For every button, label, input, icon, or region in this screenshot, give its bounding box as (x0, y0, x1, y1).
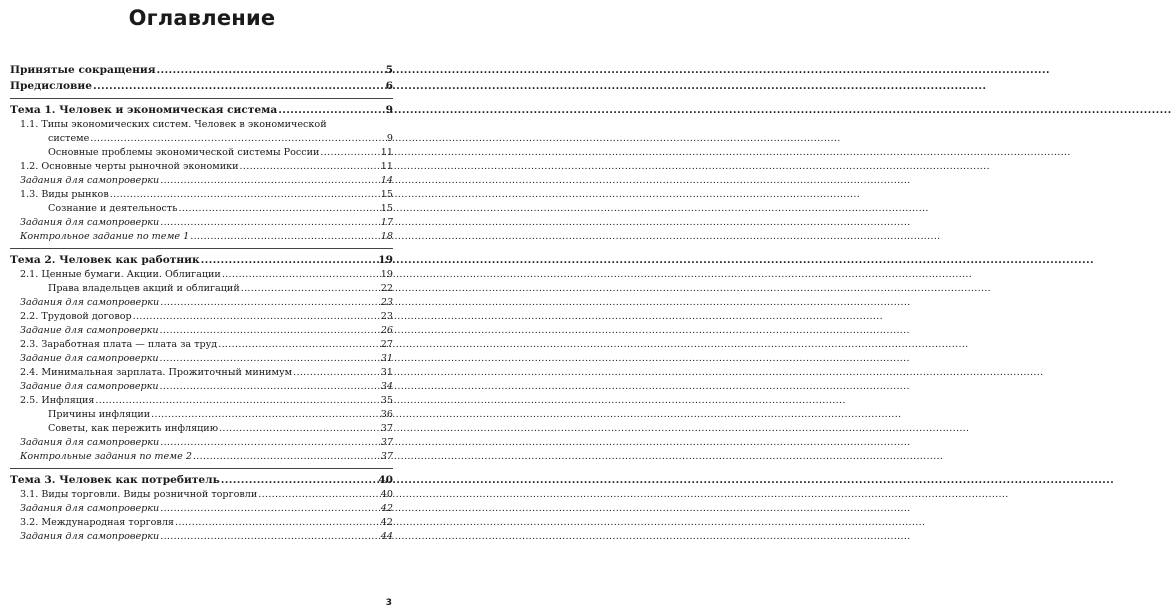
toc-entry-label: Причины инфляции (48, 409, 151, 420)
toc-entry-page: 14 (380, 175, 393, 186)
dot-leader (160, 296, 380, 310)
toc-entry-label: Задания для самопроверки (20, 217, 160, 228)
dot-leader (278, 102, 384, 118)
toc-entry-label: Задание для самопроверки (20, 381, 159, 392)
toc-entry-page: 19 (378, 254, 393, 266)
toc-entry-label: Права владельцев акций и облигаций (48, 283, 240, 294)
toc-entry-page: 40 (380, 489, 393, 500)
toc-section[interactable] (10, 338, 393, 352)
dot-leader (218, 338, 380, 352)
dot-leader (90, 132, 386, 146)
toc-entry-page: 19 (380, 269, 393, 280)
toc-section[interactable] (10, 310, 393, 324)
toc-entry-label: 2.2. Трудовой договор (20, 311, 132, 322)
dot-leader (320, 146, 379, 160)
toc-entry-label: Тема 3. Человек как потребитель (10, 474, 220, 486)
toc-entry-label: Основные проблемы экономической системы России (48, 147, 320, 158)
toc-section[interactable] (10, 516, 393, 530)
toc-entry-label: 2.5. Инфляция (20, 395, 95, 406)
dot-leader (110, 188, 380, 202)
toc-chapter[interactable] (10, 252, 393, 268)
toc-entry-label: Сознание и деятельность (48, 203, 178, 214)
toc-entry-label: Советы, как пережить инфляцию (48, 423, 219, 434)
dot-leader (193, 450, 380, 464)
toc-subsection[interactable] (10, 202, 393, 216)
toc-entry-label: Задание для самопроверки (20, 325, 159, 336)
toc-subsection[interactable] (10, 282, 393, 296)
toc-task[interactable] (10, 502, 393, 516)
toc-section[interactable] (10, 488, 393, 502)
dot-leader (160, 436, 380, 450)
toc-entry-page: 37 (380, 423, 393, 434)
toc-entry-page: 17 (380, 217, 393, 228)
dot-leader (93, 78, 385, 94)
toc-task[interactable] (10, 436, 393, 450)
toc-entry-page: 5 (385, 64, 393, 76)
toc-entry-label: Задания для самопроверки (20, 503, 160, 514)
toc-entry[interactable] (10, 78, 393, 94)
toc-entry-label: 2.4. Минимальная зарплата. Прожиточный минимум (20, 367, 293, 378)
dot-leader (160, 324, 380, 338)
divider (10, 98, 393, 99)
toc-entry-page: 31 (380, 353, 393, 364)
dot-leader (151, 408, 380, 422)
toc-chapter[interactable] (10, 102, 393, 118)
toc-task[interactable] (10, 216, 393, 230)
dot-leader (133, 310, 380, 324)
toc-entry-page: 11 (380, 147, 393, 158)
toc-entry-label: 1.2. Основные черты рыночной экономики (20, 161, 239, 172)
dot-leader (222, 268, 380, 282)
toc-task[interactable] (10, 174, 393, 188)
toc-entry-page: 34 (380, 381, 393, 392)
toc-entry-page: 37 (380, 451, 393, 462)
toc-subsection[interactable] (10, 422, 393, 436)
dot-leader (160, 380, 380, 394)
dot-leader (201, 252, 378, 268)
toc-entry-label-continued: системе (48, 133, 90, 144)
dot-leader (160, 530, 380, 544)
toc-entry-page: 15 (380, 203, 393, 214)
page-title: Оглавление (128, 6, 276, 30)
toc-entry-page: 44 (380, 531, 393, 542)
divider (10, 248, 393, 249)
page-number: 3 (385, 598, 392, 608)
toc-section[interactable] (10, 268, 393, 282)
toc-entry-label: 1.1. Типы экономических систем. Человек в экономической (20, 119, 327, 130)
toc-entry-page: 23 (380, 311, 393, 322)
toc-section[interactable] (10, 118, 393, 146)
toc-entry[interactable] (10, 62, 393, 78)
toc-entry-label: Задание для самопроверки (20, 353, 159, 364)
toc-entry-page: 6 (385, 80, 393, 92)
toc-entry-page: 27 (380, 339, 393, 350)
toc-entry-label: 3.1. Виды торговли. Виды розничной торговли (20, 489, 258, 500)
dot-leader (178, 202, 379, 216)
toc-task[interactable] (10, 296, 393, 310)
toc-entry-label: 3.2. Международная торговля (20, 517, 174, 528)
toc-entry-label: Предисловие (10, 80, 93, 92)
toc-task[interactable] (10, 230, 393, 244)
toc-entry-page: 40 (378, 474, 393, 486)
toc-entry-page: 18 (380, 231, 393, 242)
toc-entry-page: 26 (380, 325, 393, 336)
toc-entry-page: 9 (386, 133, 393, 144)
toc-entry-label: Задания для самопроверки (20, 531, 160, 542)
dot-leader (241, 282, 380, 296)
dot-leader (219, 422, 380, 436)
dot-leader (160, 216, 380, 230)
dot-leader (190, 230, 380, 244)
toc-entry-page: 23 (380, 297, 393, 308)
toc-section[interactable] (10, 160, 393, 174)
toc-entry-page: 37 (380, 437, 393, 448)
dot-leader (175, 516, 380, 530)
toc-entry-page: 11 (380, 161, 393, 172)
toc-entry-page: 31 (380, 367, 393, 378)
toc-entry-label: Контрольное задание по теме 1 (20, 231, 190, 242)
toc-subsection[interactable] (10, 408, 393, 422)
toc-entry-label: 2.3. Заработная плата — плата за труд (20, 339, 218, 350)
toc-entry-page: 42 (380, 517, 393, 528)
toc-entry-label: Задания для самопроверки (20, 175, 160, 186)
toc-entry-label: Тема 1. Человек и экономическая система (10, 104, 278, 116)
divider (10, 468, 393, 469)
toc-entry-label: 2.1. Ценные бумаги. Акции. Облигации (20, 269, 221, 280)
toc-task[interactable] (10, 530, 393, 544)
toc-entry-label: Принятые сокращения (10, 64, 156, 76)
toc-entry-page: 15 (380, 189, 393, 200)
toc-section[interactable] (10, 366, 393, 380)
table-of-contents (10, 62, 393, 544)
toc-entry-page: 35 (380, 395, 393, 406)
toc-entry-page: 9 (385, 104, 393, 116)
toc-entry-page: 36 (380, 409, 393, 420)
toc-task[interactable] (10, 380, 393, 394)
toc-entry-label: Тема 2. Человек как работник (10, 254, 200, 266)
dot-leader (160, 174, 380, 188)
toc-task[interactable] (10, 324, 393, 338)
dot-leader (160, 502, 380, 516)
toc-chapter[interactable] (10, 472, 393, 488)
dot-leader (240, 160, 380, 174)
dot-leader (258, 488, 380, 502)
dot-leader (221, 472, 377, 488)
toc-section[interactable] (10, 188, 393, 202)
toc-task[interactable] (10, 352, 393, 366)
dot-leader (293, 366, 380, 380)
toc-entry-page: 42 (380, 503, 393, 514)
toc-subsection[interactable] (10, 146, 393, 160)
toc-entry-label: Контрольные задания по теме 2 (20, 451, 192, 462)
dot-leader (157, 62, 385, 78)
toc-entry-label: Задания для самопроверки (20, 437, 160, 448)
toc-entry-label: 1.3. Виды рынков (20, 189, 109, 200)
toc-entry-label: Задания для самопроверки (20, 297, 160, 308)
toc-task[interactable] (10, 450, 393, 464)
dot-leader (95, 394, 379, 408)
toc-section[interactable] (10, 394, 393, 408)
dot-leader (160, 352, 380, 366)
toc-entry-page: 22 (380, 283, 393, 294)
